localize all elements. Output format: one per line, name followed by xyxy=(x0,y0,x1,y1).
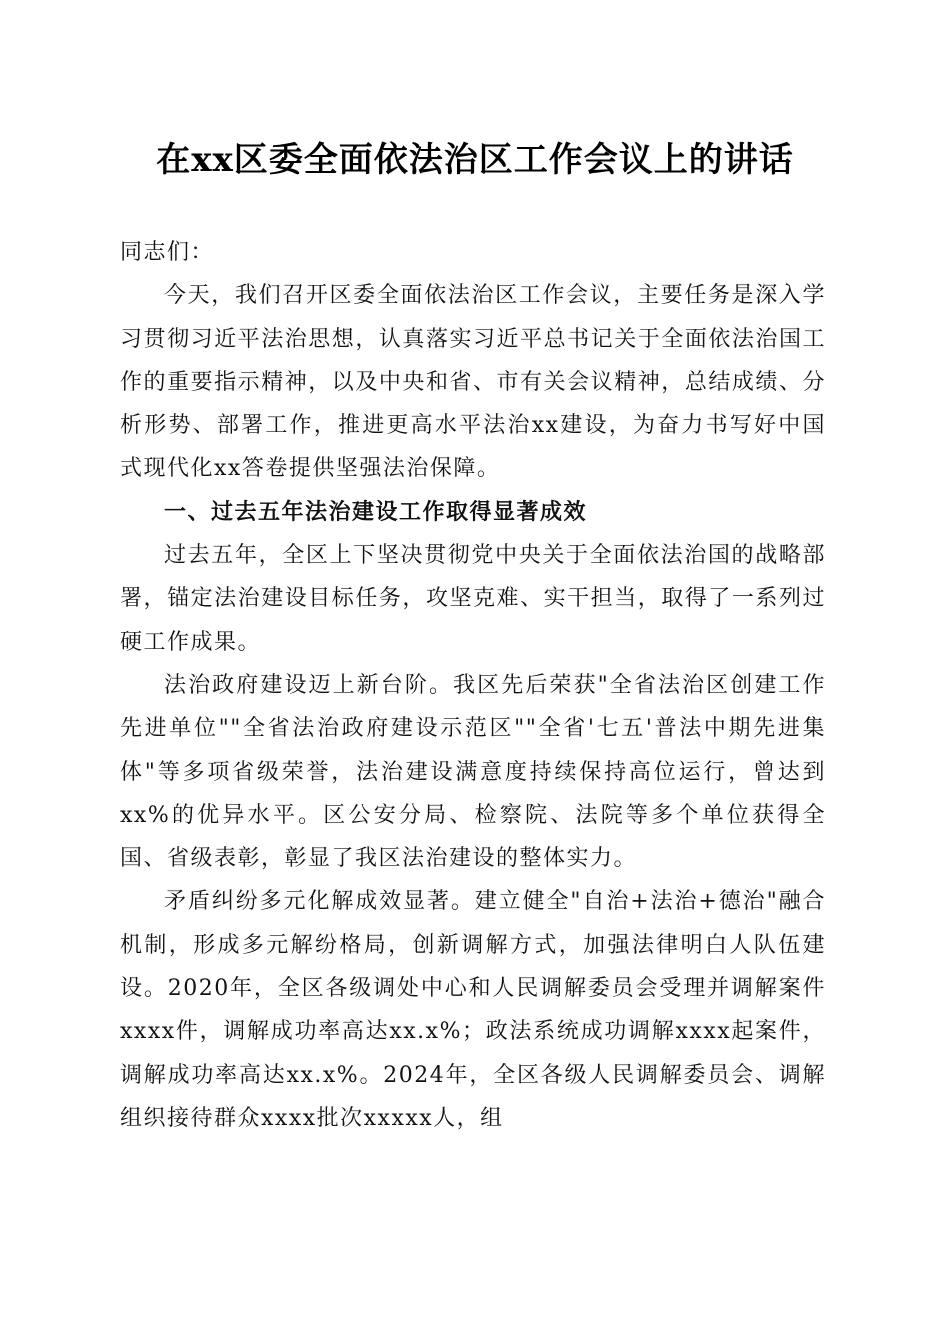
section-paragraph: 矛盾纠纷多元化解成效显著。建立健全"自治+法治+德治"融合机制，形成多元解纷格局，创新调解方式，加强法律明白人队伍建设。2020年，全区各级调处中心和人民调解委员会受理并调解案件xxxx件，调解成功率高达xx.x%；政法系统成功调解xxxx起案件，调解成功率高达xx.x%。2024年，全区各级人民调解委员会、调解组织接待群众xxxx批次xxxxx人，组 xyxy=(120,889,826,1131)
salutation: 同志们： xyxy=(120,240,215,265)
document-body xyxy=(120,231,826,1140)
section-paragraph: 法治政府建设迈上新台阶。我区先后荣获"全省法治区创建工作先进单位""全省法治政府建设示范区""全省'七五'普法中期先进集体"等多项省级荣誉，法治建设满意度持续保持高位运行，曾达到xx%的优异水平。区公安分局、检察院、法院等多个单位获得全国、省级表彰，彰显了我区法治建设的整体实力。 xyxy=(120,672,826,872)
section-heading: 一、过去五年法治建设工作取得显著成效 xyxy=(164,499,588,525)
document-title: 在xx区委全面依法治区工作会议上的讲话 xyxy=(156,140,794,180)
section-paragraph: 过去五年，全区上下坚决贯彻党中央关于全面依法治国的战略部署，锚定法治建设目标任务，攻坚克难、实干担当，取得了一系列过硬工作成果。 xyxy=(120,543,826,655)
intro-paragraph: 今天，我们召开区委全面依法治区工作会议，主要任务是深入学习贯彻习近平法治思想，认真落实习近平总书记关于全面依法治国工作的重要指示精神，以及中央和省、市有关会议精神，总结成绩、分析形势、部署工作，推进更高水平法治xx建设，为奋力书写好中国式现代化xx答卷提供坚强法治保障。 xyxy=(120,283,826,482)
